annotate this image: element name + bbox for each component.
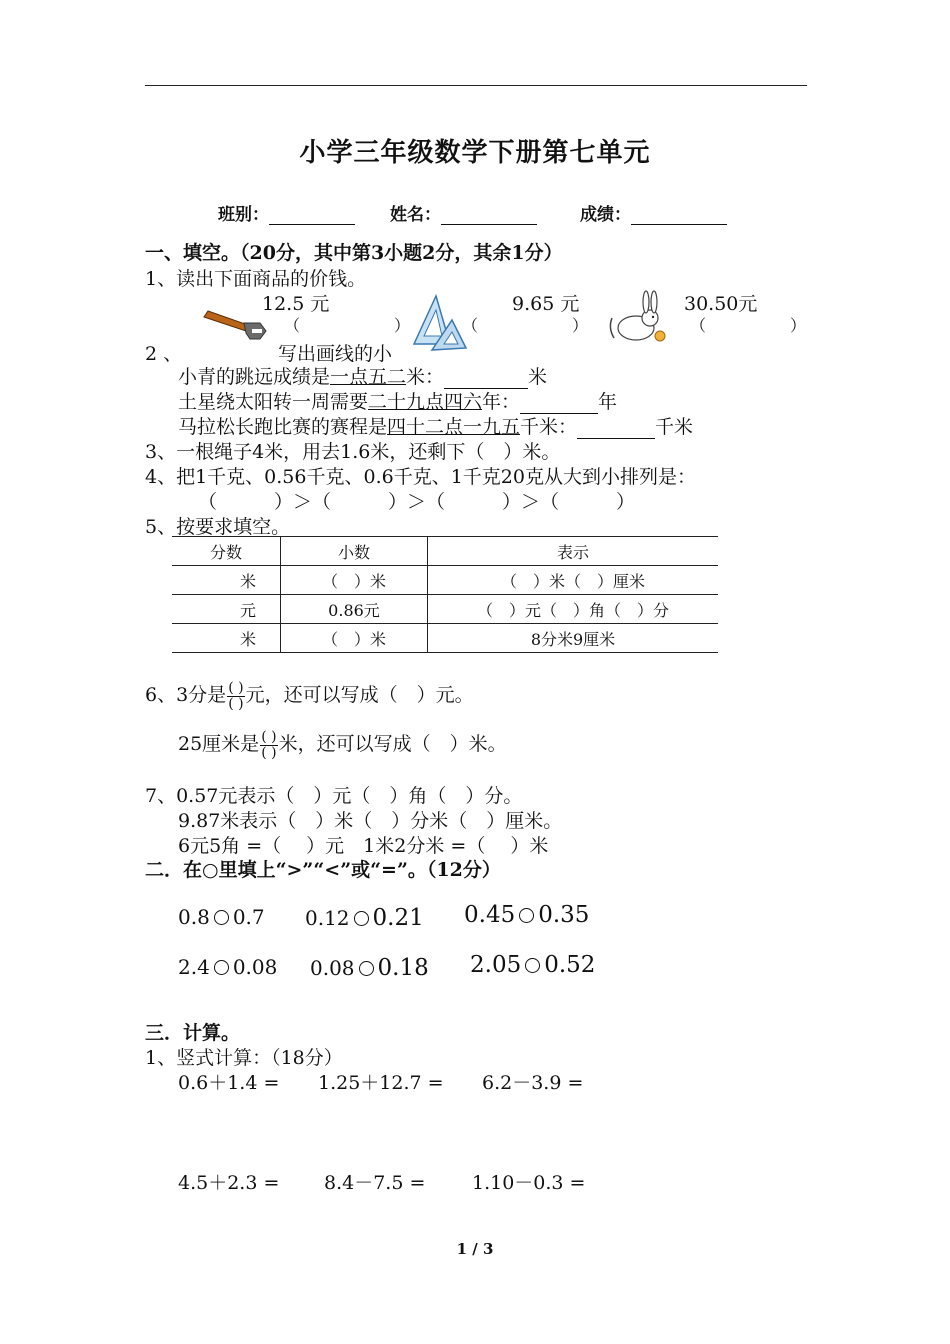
section1-heading: 一、填空。（20分，其中第3小题2分，其余1分） <box>145 242 563 264</box>
table-cell: （ ）元（ ）角（ ）分 <box>428 595 719 624</box>
class-label: 班别： <box>218 200 355 225</box>
compare-item: 2.05 0.52 <box>470 952 596 978</box>
table-header-cell: 表示 <box>428 537 719 566</box>
q5-table <box>172 536 718 653</box>
paren-open-2: （ <box>462 316 479 335</box>
compare-item: 0.8 0.7 <box>178 905 265 929</box>
q1-text: 1、读出下面商品的价钱。 <box>145 268 367 290</box>
q6-line1: 6、3分是 $\frac{( )}{( )}$ 元，还可以写成（ ）元。 <box>145 679 474 712</box>
q7-line3: 6元5角 =（ ）元 1米2分米 =（ ）米 <box>178 835 549 857</box>
calc-item: 4.5＋2.3 = <box>178 1172 280 1194</box>
table-row <box>172 595 718 624</box>
section3-q1: 1、竖式计算：（18分） <box>145 1047 343 1069</box>
table-cell: 0.86元 <box>281 595 428 624</box>
calc-item: 8.4－7.5 = <box>324 1172 426 1194</box>
table-header-cell: 分数 <box>172 537 281 566</box>
table-cell: 元 <box>172 595 281 624</box>
table-row <box>172 566 718 595</box>
name-label: 姓名： <box>390 200 537 225</box>
table-cell: 8分米9厘米 <box>428 624 719 653</box>
paren-close-3: ） <box>790 316 807 335</box>
table-cell: （ ）米 <box>281 566 428 595</box>
q2-text: 写出画线的小 <box>278 343 393 365</box>
fraction: $\frac{( )}{( )}$ <box>228 679 244 712</box>
q5-text: 5、按要求填空。 <box>145 516 291 538</box>
page-number: 1 / 3 <box>456 1240 494 1258</box>
calc-item: 1.10－0.3 = <box>472 1172 586 1194</box>
circle-blank[interactable] <box>214 960 229 975</box>
page-title: 小学三年级数学下册第七单元 <box>299 138 651 168</box>
circle-blank[interactable] <box>354 911 369 926</box>
compare-item: 0.12 0.21 <box>305 905 424 931</box>
set-square-icon <box>410 292 470 354</box>
q4-text: 4、把1千克、0.56千克、0.6千克、1千克20克从大到小排列是： <box>145 466 696 488</box>
calc-item: 1.25＋12.7 = <box>318 1072 444 1094</box>
q2-line2: 土星绕太阳转一周需要二十九点四六年： 年 <box>178 391 618 413</box>
q4-order-line: （ ）＞（ ）＞（ ）＞（ ） <box>198 491 636 513</box>
paren-close-1: ） <box>394 316 411 335</box>
q2-line1: 小青的跳远成绩是一点五二米： 米 <box>178 366 548 388</box>
table-cell: （ ）米（ ）厘米 <box>428 566 719 595</box>
q3-text: 3、一根绳子4米，用去1.6米，还剩下（ ）米。 <box>145 441 561 463</box>
q6-line2: 25厘米是 $\frac{( )}{( )}$ 米，还可以写成（ ）米。 <box>178 728 507 761</box>
price-2: 9.65 元 <box>512 293 580 315</box>
table-header-row <box>172 537 718 566</box>
rabbit-icon <box>606 288 670 350</box>
section2-heading: 二．在○里填上“>”“<”或“=”。（12分） <box>145 859 501 881</box>
section3-heading: 三．计算。 <box>145 1022 241 1044</box>
calc-item: 6.2－3.9 = <box>482 1072 584 1094</box>
price-1: 12.5 元 <box>262 293 330 315</box>
paren-open-3: （ <box>690 316 707 335</box>
wrench-icon <box>200 305 270 345</box>
q7-line2: 9.87米表示（ ）米（ ）分米（ ）厘米。 <box>178 810 563 832</box>
table-row <box>172 624 718 653</box>
fraction: $\frac{( )}{( )}$ <box>261 728 277 761</box>
top-rule <box>145 85 807 86</box>
q7-line1: 7、0.57元表示（ ）元（ ）角（ ）分。 <box>145 785 523 807</box>
compare-item: 2.4 0.08 <box>178 955 278 979</box>
paren-open-1: （ <box>284 316 301 335</box>
q2-number: 2 、 <box>145 343 183 365</box>
score-label: 成绩： <box>580 200 727 225</box>
price-3: 30.50元 <box>684 293 758 315</box>
table-cell: 米 <box>172 624 281 653</box>
paren-close-2: ） <box>572 316 589 335</box>
circle-blank[interactable] <box>519 908 534 923</box>
circle-blank[interactable] <box>359 961 374 976</box>
table-header-cell: 小数 <box>281 537 428 566</box>
circle-blank[interactable] <box>214 910 229 925</box>
circle-blank[interactable] <box>525 958 540 973</box>
calc-item: 0.6＋1.4 = <box>178 1072 280 1094</box>
table-cell: 米 <box>172 566 281 595</box>
compare-item: 0.08 0.18 <box>310 955 429 981</box>
q2-line3: 马拉松长跑比赛的赛程是四十二点一九五千米： 千米 <box>178 416 694 438</box>
compare-item: 0.45 0.35 <box>464 902 590 928</box>
table-cell: （ ）米 <box>281 624 428 653</box>
